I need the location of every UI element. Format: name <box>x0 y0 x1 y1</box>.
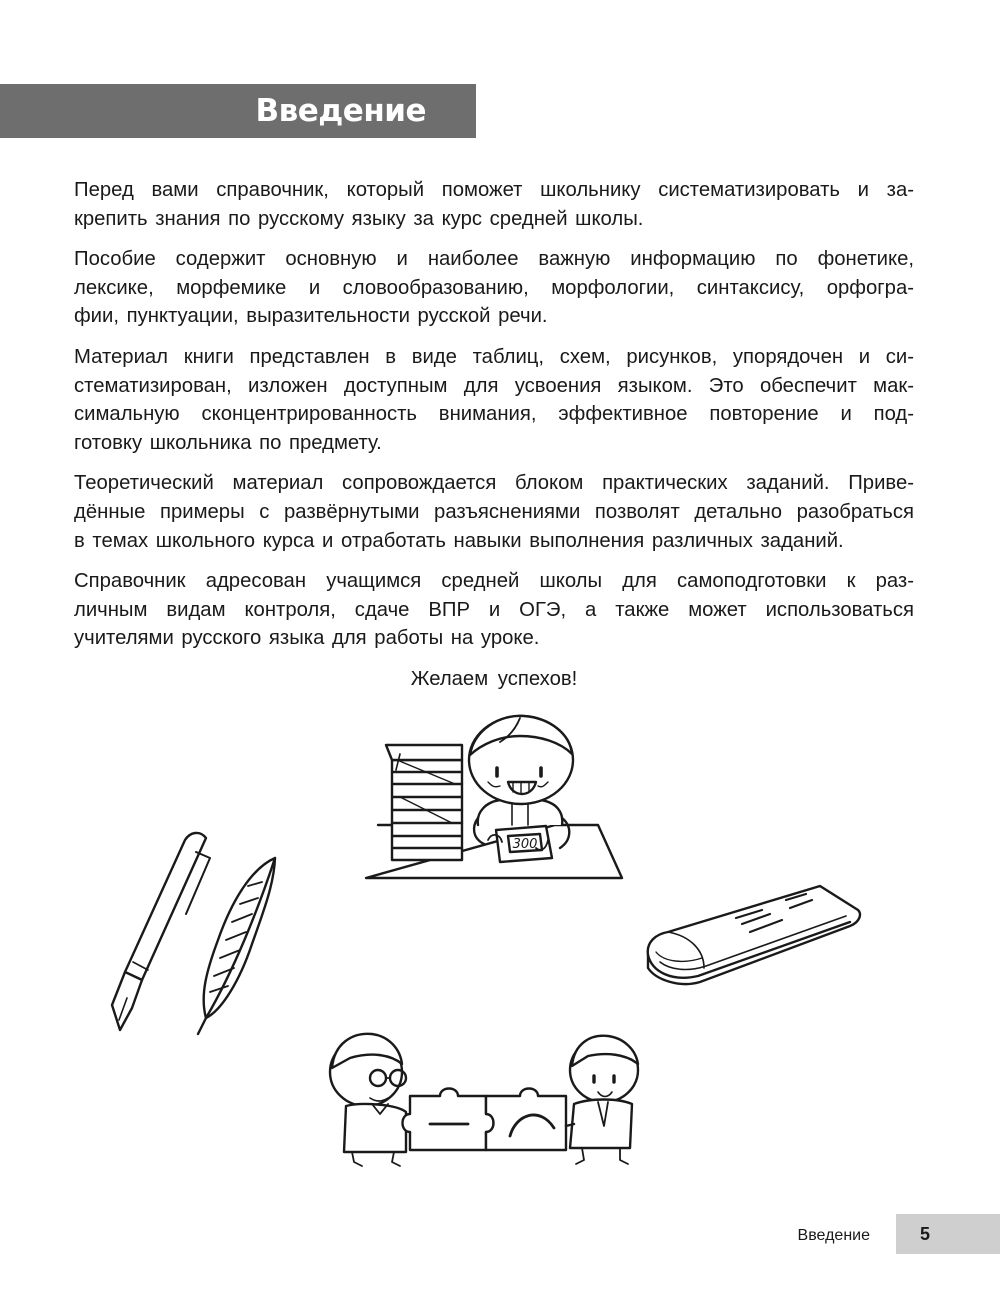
text-line: лексике, морфемике и словообразованию, морфологии, синтаксису, орфогра- <box>74 276 914 299</box>
footer-section-label: Введение <box>797 1227 870 1244</box>
page-number-box <box>896 1214 1000 1254</box>
calculator-display: 300 <box>512 837 538 852</box>
paragraph <box>74 567 914 653</box>
text-line: личным видам контроля, сдаче ВПР и ОГЭ, а также может использоваться <box>74 598 914 621</box>
boy-at-desk-illustration <box>366 716 622 878</box>
fountain-pen-icon <box>112 833 210 1030</box>
text-line: Пособие содержит основную и наиболее важную информацию по фонетике, <box>74 248 914 271</box>
children-puzzle-illustration <box>330 1034 638 1166</box>
text-line: в темах школьного курса и отработать навыки выполнения различных заданий. <box>74 529 844 552</box>
text-line: Перед вами справочник, который поможет школьнику систематизировать и за- <box>74 179 914 201</box>
section-title: Введение <box>255 93 426 129</box>
paragraph <box>74 245 914 331</box>
text-line: Теоретический материал сопровождается блоком практических заданий. Приве- <box>74 472 914 495</box>
text-line: дённые примеры с развёрнутыми разъяснениями позволят детально разобраться <box>74 500 914 523</box>
illustrations <box>0 700 1000 1200</box>
intro-text <box>74 176 914 693</box>
feather-quill-icon <box>198 858 275 1034</box>
paragraph <box>74 176 914 233</box>
book-icon <box>648 886 860 984</box>
text-line: Справочник адресован учащимся средней школы для самоподготовки к раз- <box>74 570 914 593</box>
text-line: крепить знания по русскому языку за курс средней школы. <box>74 207 644 230</box>
text-line: готовку школьника по предмету. <box>74 431 382 454</box>
paragraph <box>74 469 914 555</box>
text-line: фии, пунктуации, выразительности русской речи. <box>74 305 548 328</box>
closing-wish: Желаем успехов! <box>410 667 578 690</box>
section-header-bar <box>0 84 476 138</box>
paragraph <box>74 343 914 457</box>
text-line: Материал книги представлен в виде таблиц, схем, рисунков, упорядочен и си- <box>74 345 914 368</box>
page-number: 5 <box>919 1224 930 1244</box>
text-line: симальную сконцентрированность внимания, эффективное повторение и под- <box>74 403 914 426</box>
text-line: учителями русского языка для работы на уроке. <box>74 627 540 650</box>
text-line: стематизирован, изложен доступным для усвоения языком. Это обеспечит мак- <box>74 374 914 397</box>
